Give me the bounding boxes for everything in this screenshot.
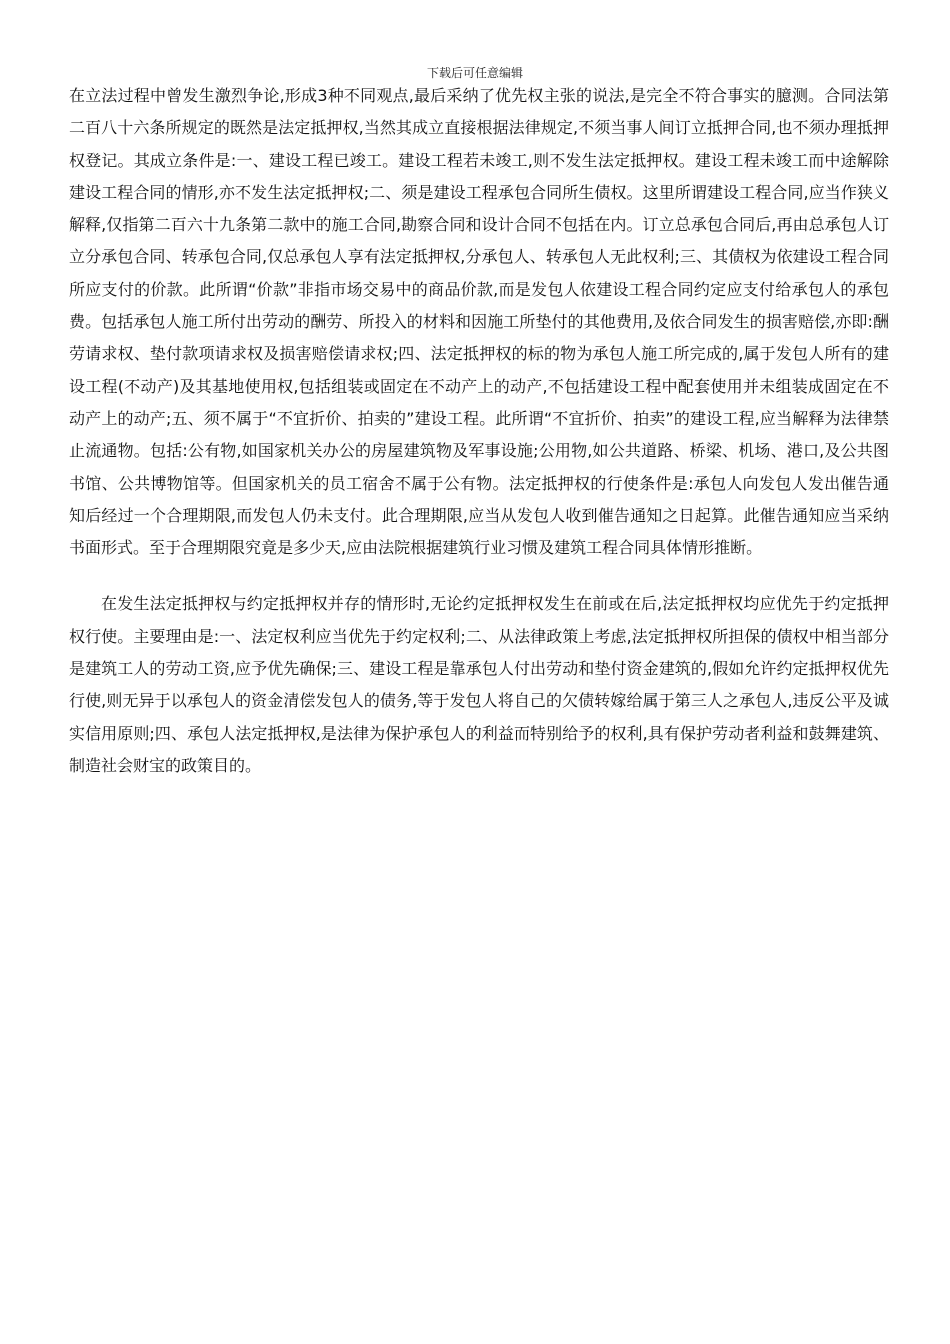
paragraph-2: 在发生法定抵押权与约定抵押权并存的情形时,无论约定抵押权发生在前或在后,法定抵押权均应优先于约定抵押权行使。主要理由是:一、法定权利应当优先于约定权利;二、从法律政策上考虑,法定抵押权所担保的债权中相当部分是建筑工人的劳动工资,应予优先确保;三、建设工程是靠承包人付出劳动和垫付资金建筑的,假如允许约定抵押权优先行使,则无异于以承包人的资金清偿发包人的债务,等于发包人将自己的欠债转嫁给属于第三人之承包人,违反公平及诚实信用原则;四、承包人法定抵押权,是法律为保护承包人的利益而特别给予的权利,具有保护劳动者利益和鼓舞建筑、制造社会财宝的政策目的。 [69,594,889,775]
paragraph-1: 在立法过程中曾发生激烈争论,形成3种不同观点,最后采纳了优先权主张的说法,是完全不符合事实的臆测。合同法第二百八十六条所规定的既然是法定抵押权,当然其成立直接根据法律规定,不须当事人间订立抵押合同,也不须办理抵押权登记。其成立条件是:一、建设工程已竣工。建设工程若未竣工,则不发生法定抵押权。建设工程未竣工而中途解除建设工程合同的情形,亦不发生法定抵押权;二、须是建设工程承包合同所生债权。这里所谓建设工程合同,应当作狭义解释,仅指第二百六十九条第二款中的施工合同,勘察合同和设计合同不包括在内。订立总承包合同后,再由总承包人订立分承包合同、转承包合同,仅总承包人享有法定抵押权,分承包人、转承包人无此权利;三、其债权为依建设工程合同所应支付的价款。此所谓“价款”非指市场交易中的商品价款,而是发包人依建设工程合同约定应支付给承包人的承包费。包括承包人施工所付出劳动的酬劳、所投入的材料和因施工所垫付的其他费用,及依合同发生的损害赔偿,亦即:酬劳请求权、垫付款项请求权及损害赔偿请求权;四、法定抵押权的标的物为承包人施工所完成的,属于发包人所有的建设工程(不动产)及其基地使用权,包括组装或固定在不动产上的动产,不包括建设工程中配套使用并未组装成固定在不动产上的动产;五、须不属于“不宜折价、拍卖的”建设工程。此所谓“不宜折价、拍卖”的建设工程,应当解释为法律禁止流通物。包括:公有物,如国家机关办公的房屋建筑物及军事设施;公用物,如公共道路、桥梁、机场、港口,及公共图书馆、公共博物馆等。但国家机关的员工宿舍不属于公有物。法定抵押权的行使条件是:承包人向发包人发出催告通知后经过一个合理期限,而发包人仍未支付。此合理期限,应当从发包人收到催告通知之日起算。此催告通知应当采纳书面形式。至于合理期限究竟是多少天,应由法院根据建筑行业习惯及建筑工程合同具体情形推断。 [69,86,889,558]
paragraph-spacer [69,564,889,588]
document-body [69,80,889,782]
header-note: 下载后可任意编辑 [426,66,523,80]
